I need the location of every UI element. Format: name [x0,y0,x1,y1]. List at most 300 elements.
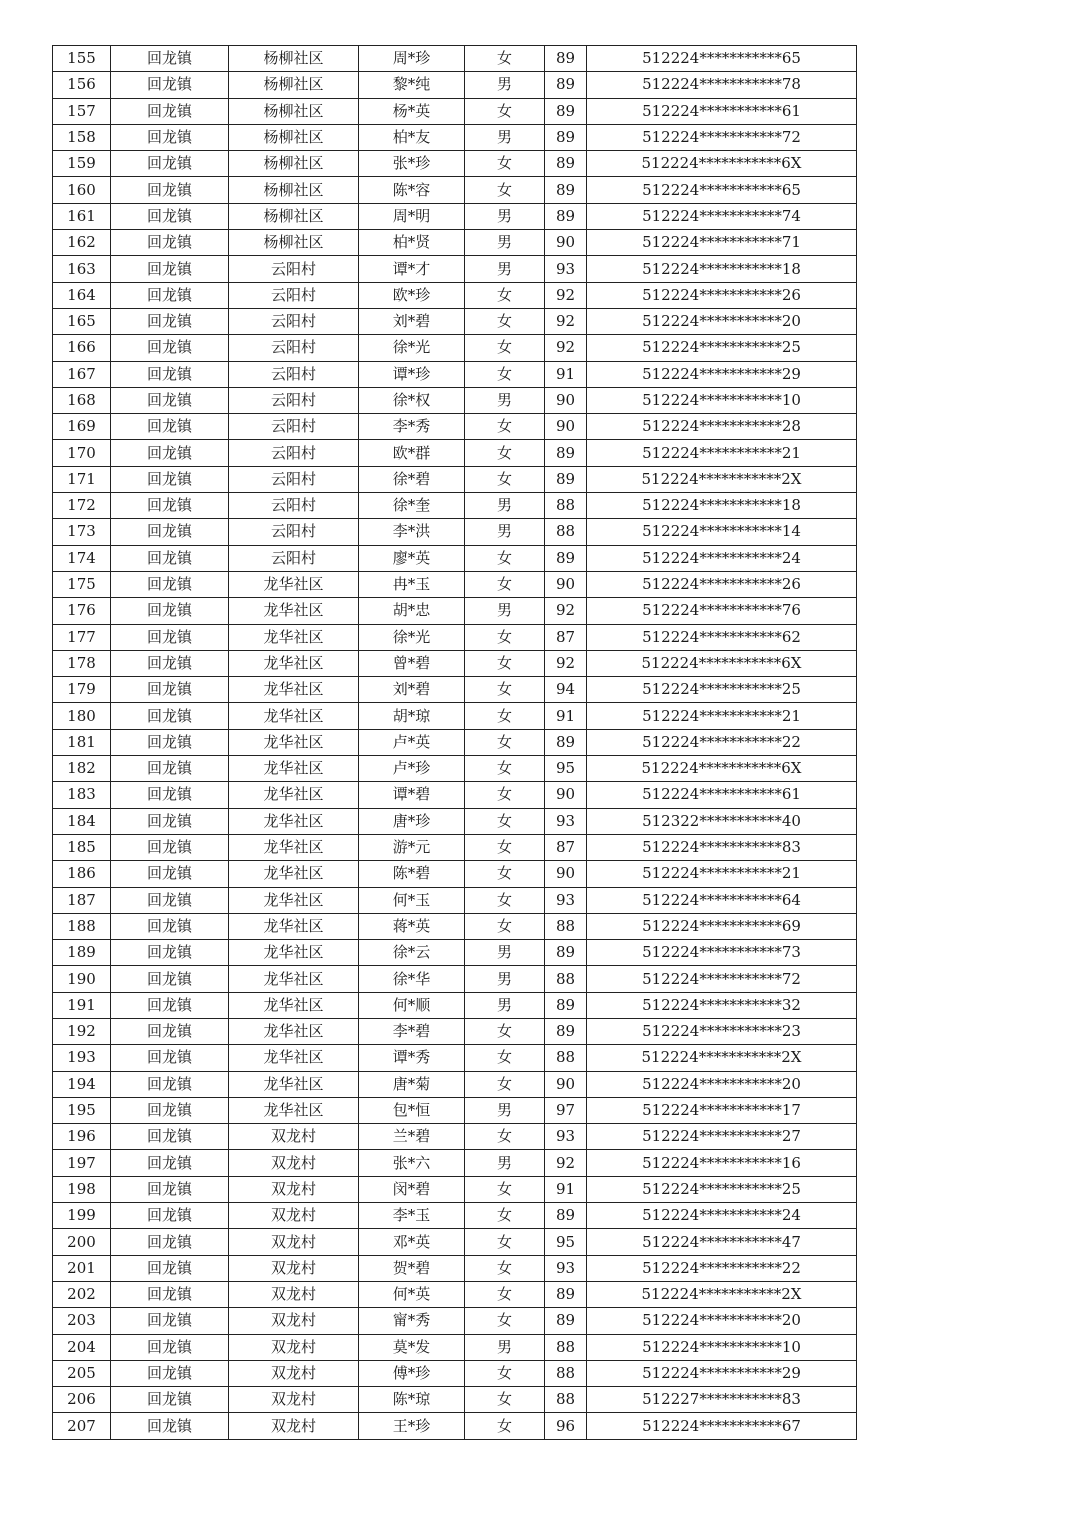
name-cell: 唐*菊 [359,1071,465,1097]
sex-cell: 男 [465,1334,545,1360]
sex-cell: 女 [465,650,545,676]
village-cell: 双龙村 [229,1334,359,1360]
table-row [53,808,857,834]
age-cell: 93 [545,887,587,913]
roster-table-body [53,46,857,1440]
row-number-cell: 191 [53,992,111,1018]
town-cell: 回龙镇 [111,834,229,860]
village-cell: 双龙村 [229,1255,359,1281]
town-cell: 回龙镇 [111,1360,229,1386]
table-row [53,650,857,676]
sex-cell: 女 [465,177,545,203]
row-number-cell: 178 [53,650,111,676]
sex-cell: 男 [465,598,545,624]
town-cell: 回龙镇 [111,1255,229,1281]
id-number-cell: 512224***********6X [587,650,857,676]
age-cell: 89 [545,729,587,755]
town-cell: 回龙镇 [111,1203,229,1229]
table-row [53,1387,857,1413]
village-cell: 云阳村 [229,308,359,334]
name-cell: 唐*珍 [359,808,465,834]
name-cell: 谭*秀 [359,1045,465,1071]
table-row [53,493,857,519]
age-cell: 95 [545,1229,587,1255]
village-cell: 龙华社区 [229,1071,359,1097]
row-number-cell: 166 [53,335,111,361]
sex-cell: 女 [465,1071,545,1097]
row-number-cell: 176 [53,598,111,624]
town-cell: 回龙镇 [111,1176,229,1202]
table-row [53,1281,857,1307]
town-cell: 回龙镇 [111,545,229,571]
age-cell: 88 [545,913,587,939]
town-cell: 回龙镇 [111,1229,229,1255]
id-number-cell: 512224***********29 [587,361,857,387]
sex-cell: 男 [465,519,545,545]
row-number-cell: 206 [53,1387,111,1413]
name-cell: 徐*光 [359,624,465,650]
age-cell: 93 [545,808,587,834]
sex-cell: 女 [465,624,545,650]
town-cell: 回龙镇 [111,1018,229,1044]
village-cell: 云阳村 [229,414,359,440]
table-row [53,624,857,650]
village-cell: 双龙村 [229,1203,359,1229]
row-number-cell: 170 [53,440,111,466]
name-cell: 周*珍 [359,46,465,72]
village-cell: 杨柳社区 [229,203,359,229]
table-row [53,72,857,98]
name-cell: 兰*碧 [359,1124,465,1150]
village-cell: 龙华社区 [229,966,359,992]
sex-cell: 女 [465,1203,545,1229]
name-cell: 曾*碧 [359,650,465,676]
sex-cell: 女 [465,98,545,124]
id-number-cell: 512224***********78 [587,72,857,98]
village-cell: 龙华社区 [229,756,359,782]
id-number-cell: 512224***********20 [587,1071,857,1097]
town-cell: 回龙镇 [111,387,229,413]
village-cell: 双龙村 [229,1150,359,1176]
sex-cell: 女 [465,46,545,72]
name-cell: 刘*碧 [359,677,465,703]
table-row [53,151,857,177]
village-cell: 云阳村 [229,440,359,466]
village-cell: 云阳村 [229,545,359,571]
village-cell: 龙华社区 [229,913,359,939]
town-cell: 回龙镇 [111,151,229,177]
roster-table [52,45,857,1440]
village-cell: 双龙村 [229,1360,359,1386]
village-cell: 杨柳社区 [229,124,359,150]
town-cell: 回龙镇 [111,466,229,492]
age-cell: 91 [545,361,587,387]
row-number-cell: 172 [53,493,111,519]
table-row [53,308,857,334]
id-number-cell: 512224***********16 [587,1150,857,1176]
id-number-cell: 512224***********71 [587,230,857,256]
age-cell: 90 [545,861,587,887]
id-number-cell: 512224***********26 [587,282,857,308]
table-row [53,361,857,387]
name-cell: 陈*琼 [359,1387,465,1413]
table-row [53,992,857,1018]
sex-cell: 女 [465,887,545,913]
row-number-cell: 194 [53,1071,111,1097]
id-number-cell: 512224***********69 [587,913,857,939]
row-number-cell: 164 [53,282,111,308]
name-cell: 卢*英 [359,729,465,755]
town-cell: 回龙镇 [111,598,229,624]
sex-cell: 女 [465,1229,545,1255]
sex-cell: 男 [465,966,545,992]
table-row [53,256,857,282]
name-cell: 李*玉 [359,1203,465,1229]
village-cell: 龙华社区 [229,861,359,887]
age-cell: 89 [545,545,587,571]
row-number-cell: 182 [53,756,111,782]
id-number-cell: 512224***********47 [587,1229,857,1255]
village-cell: 杨柳社区 [229,230,359,256]
row-number-cell: 158 [53,124,111,150]
table-row [53,440,857,466]
age-cell: 89 [545,440,587,466]
village-cell: 龙华社区 [229,598,359,624]
town-cell: 回龙镇 [111,256,229,282]
sex-cell: 男 [465,940,545,966]
sex-cell: 女 [465,808,545,834]
town-cell: 回龙镇 [111,1281,229,1307]
id-number-cell: 512224***********73 [587,940,857,966]
row-number-cell: 156 [53,72,111,98]
sex-cell: 男 [465,493,545,519]
age-cell: 91 [545,703,587,729]
id-number-cell: 512224***********67 [587,1413,857,1439]
age-cell: 89 [545,1018,587,1044]
town-cell: 回龙镇 [111,230,229,256]
sex-cell: 女 [465,1176,545,1202]
table-row [53,756,857,782]
sex-cell: 男 [465,387,545,413]
town-cell: 回龙镇 [111,782,229,808]
town-cell: 回龙镇 [111,571,229,597]
id-number-cell: 512224***********6X [587,756,857,782]
sex-cell: 女 [465,335,545,361]
sex-cell: 女 [465,1045,545,1071]
id-number-cell: 512224***********2X [587,1045,857,1071]
sex-cell: 男 [465,992,545,1018]
sex-cell: 女 [465,677,545,703]
village-cell: 云阳村 [229,361,359,387]
table-row [53,1334,857,1360]
id-number-cell: 512224***********2X [587,466,857,492]
town-cell: 回龙镇 [111,493,229,519]
village-cell: 云阳村 [229,256,359,282]
age-cell: 92 [545,308,587,334]
sex-cell: 女 [465,1018,545,1044]
id-number-cell: 512224***********27 [587,1124,857,1150]
village-cell: 云阳村 [229,466,359,492]
name-cell: 柏*友 [359,124,465,150]
name-cell: 何*玉 [359,887,465,913]
id-number-cell: 512224***********21 [587,861,857,887]
town-cell: 回龙镇 [111,703,229,729]
name-cell: 廖*英 [359,545,465,571]
table-row [53,677,857,703]
village-cell: 龙华社区 [229,782,359,808]
name-cell: 杨*英 [359,98,465,124]
row-number-cell: 160 [53,177,111,203]
village-cell: 龙华社区 [229,808,359,834]
town-cell: 回龙镇 [111,282,229,308]
name-cell: 徐*奎 [359,493,465,519]
town-cell: 回龙镇 [111,98,229,124]
town-cell: 回龙镇 [111,861,229,887]
name-cell: 柏*贤 [359,230,465,256]
table-row [53,966,857,992]
village-cell: 龙华社区 [229,650,359,676]
town-cell: 回龙镇 [111,729,229,755]
village-cell: 杨柳社区 [229,46,359,72]
name-cell: 邓*英 [359,1229,465,1255]
village-cell: 龙华社区 [229,1018,359,1044]
age-cell: 89 [545,151,587,177]
age-cell: 92 [545,1150,587,1176]
row-number-cell: 203 [53,1308,111,1334]
age-cell: 95 [545,756,587,782]
row-number-cell: 201 [53,1255,111,1281]
age-cell: 89 [545,1281,587,1307]
town-cell: 回龙镇 [111,624,229,650]
town-cell: 回龙镇 [111,940,229,966]
id-number-cell: 512224***********32 [587,992,857,1018]
town-cell: 回龙镇 [111,677,229,703]
town-cell: 回龙镇 [111,1413,229,1439]
id-number-cell: 512224***********21 [587,703,857,729]
age-cell: 90 [545,387,587,413]
row-number-cell: 162 [53,230,111,256]
table-row [53,387,857,413]
row-number-cell: 195 [53,1097,111,1123]
name-cell: 谭*才 [359,256,465,282]
town-cell: 回龙镇 [111,992,229,1018]
row-number-cell: 159 [53,151,111,177]
town-cell: 回龙镇 [111,46,229,72]
age-cell: 92 [545,282,587,308]
town-cell: 回龙镇 [111,1387,229,1413]
age-cell: 90 [545,230,587,256]
id-number-cell: 512224***********22 [587,729,857,755]
town-cell: 回龙镇 [111,72,229,98]
id-number-cell: 512224***********22 [587,1255,857,1281]
name-cell: 黎*纯 [359,72,465,98]
table-row [53,98,857,124]
town-cell: 回龙镇 [111,440,229,466]
village-cell: 双龙村 [229,1176,359,1202]
row-number-cell: 180 [53,703,111,729]
age-cell: 89 [545,98,587,124]
table-row [53,124,857,150]
table-row [53,1018,857,1044]
table-row [53,1203,857,1229]
id-number-cell: 512224***********18 [587,256,857,282]
id-number-cell: 512224***********64 [587,887,857,913]
table-row [53,282,857,308]
name-cell: 李*秀 [359,414,465,440]
table-row [53,1308,857,1334]
table-row [53,703,857,729]
age-cell: 93 [545,1124,587,1150]
row-number-cell: 186 [53,861,111,887]
age-cell: 89 [545,46,587,72]
sex-cell: 女 [465,834,545,860]
village-cell: 云阳村 [229,493,359,519]
id-number-cell: 512224***********62 [587,624,857,650]
sex-cell: 女 [465,1360,545,1386]
id-number-cell: 512322***********40 [587,808,857,834]
age-cell: 88 [545,1045,587,1071]
sex-cell: 女 [465,1308,545,1334]
town-cell: 回龙镇 [111,308,229,334]
age-cell: 93 [545,256,587,282]
name-cell: 李*洪 [359,519,465,545]
age-cell: 89 [545,203,587,229]
sex-cell: 女 [465,703,545,729]
age-cell: 89 [545,124,587,150]
id-number-cell: 512224***********10 [587,1334,857,1360]
name-cell: 张*六 [359,1150,465,1176]
table-row [53,598,857,624]
village-cell: 双龙村 [229,1413,359,1439]
id-number-cell: 512224***********25 [587,1176,857,1202]
id-number-cell: 512224***********61 [587,782,857,808]
name-cell: 谭*珍 [359,361,465,387]
id-number-cell: 512224***********25 [587,335,857,361]
id-number-cell: 512224***********26 [587,571,857,597]
town-cell: 回龙镇 [111,1334,229,1360]
sex-cell: 女 [465,361,545,387]
table-row [53,466,857,492]
id-number-cell: 512224***********24 [587,1203,857,1229]
sex-cell: 男 [465,72,545,98]
age-cell: 94 [545,677,587,703]
row-number-cell: 168 [53,387,111,413]
sex-cell: 女 [465,756,545,782]
sex-cell: 男 [465,124,545,150]
town-cell: 回龙镇 [111,203,229,229]
village-cell: 龙华社区 [229,992,359,1018]
age-cell: 92 [545,650,587,676]
village-cell: 杨柳社区 [229,98,359,124]
name-cell: 徐*碧 [359,466,465,492]
name-cell: 莫*发 [359,1334,465,1360]
row-number-cell: 192 [53,1018,111,1044]
town-cell: 回龙镇 [111,177,229,203]
age-cell: 90 [545,1071,587,1097]
row-number-cell: 188 [53,913,111,939]
town-cell: 回龙镇 [111,756,229,782]
row-number-cell: 198 [53,1176,111,1202]
row-number-cell: 183 [53,782,111,808]
row-number-cell: 189 [53,940,111,966]
village-cell: 龙华社区 [229,834,359,860]
row-number-cell: 165 [53,308,111,334]
name-cell: 欧*珍 [359,282,465,308]
age-cell: 89 [545,72,587,98]
sex-cell: 男 [465,203,545,229]
age-cell: 96 [545,1413,587,1439]
id-number-cell: 512224***********21 [587,440,857,466]
town-cell: 回龙镇 [111,913,229,939]
sex-cell: 男 [465,1150,545,1176]
name-cell: 冉*玉 [359,571,465,597]
sex-cell: 女 [465,282,545,308]
row-number-cell: 157 [53,98,111,124]
name-cell: 游*元 [359,834,465,860]
village-cell: 云阳村 [229,282,359,308]
row-number-cell: 163 [53,256,111,282]
age-cell: 89 [545,992,587,1018]
town-cell: 回龙镇 [111,414,229,440]
sex-cell: 女 [465,782,545,808]
row-number-cell: 155 [53,46,111,72]
id-number-cell: 512224***********6X [587,151,857,177]
age-cell: 97 [545,1097,587,1123]
town-cell: 回龙镇 [111,1150,229,1176]
row-number-cell: 199 [53,1203,111,1229]
sex-cell: 男 [465,230,545,256]
table-row [53,177,857,203]
village-cell: 龙华社区 [229,624,359,650]
table-row [53,913,857,939]
name-cell: 蒋*英 [359,913,465,939]
name-cell: 甯*秀 [359,1308,465,1334]
table-row [53,230,857,256]
row-number-cell: 205 [53,1360,111,1386]
village-cell: 龙华社区 [229,1045,359,1071]
id-number-cell: 512224***********2X [587,1281,857,1307]
name-cell: 卢*珍 [359,756,465,782]
village-cell: 龙华社区 [229,703,359,729]
table-row [53,834,857,860]
table-row [53,861,857,887]
sex-cell: 女 [465,440,545,466]
row-number-cell: 200 [53,1229,111,1255]
sex-cell: 女 [465,571,545,597]
age-cell: 93 [545,1255,587,1281]
town-cell: 回龙镇 [111,650,229,676]
sex-cell: 女 [465,308,545,334]
table-row [53,414,857,440]
row-number-cell: 207 [53,1413,111,1439]
id-number-cell: 512224***********83 [587,834,857,860]
name-cell: 李*碧 [359,1018,465,1044]
name-cell: 徐*云 [359,940,465,966]
table-row [53,335,857,361]
name-cell: 欧*群 [359,440,465,466]
id-number-cell: 512224***********24 [587,545,857,571]
sex-cell: 女 [465,1124,545,1150]
age-cell: 88 [545,1334,587,1360]
id-number-cell: 512224***********18 [587,493,857,519]
name-cell: 胡*琼 [359,703,465,729]
table-row [53,1360,857,1386]
row-number-cell: 202 [53,1281,111,1307]
name-cell: 何*顺 [359,992,465,1018]
row-number-cell: 185 [53,834,111,860]
sex-cell: 女 [465,861,545,887]
table-row [53,1124,857,1150]
